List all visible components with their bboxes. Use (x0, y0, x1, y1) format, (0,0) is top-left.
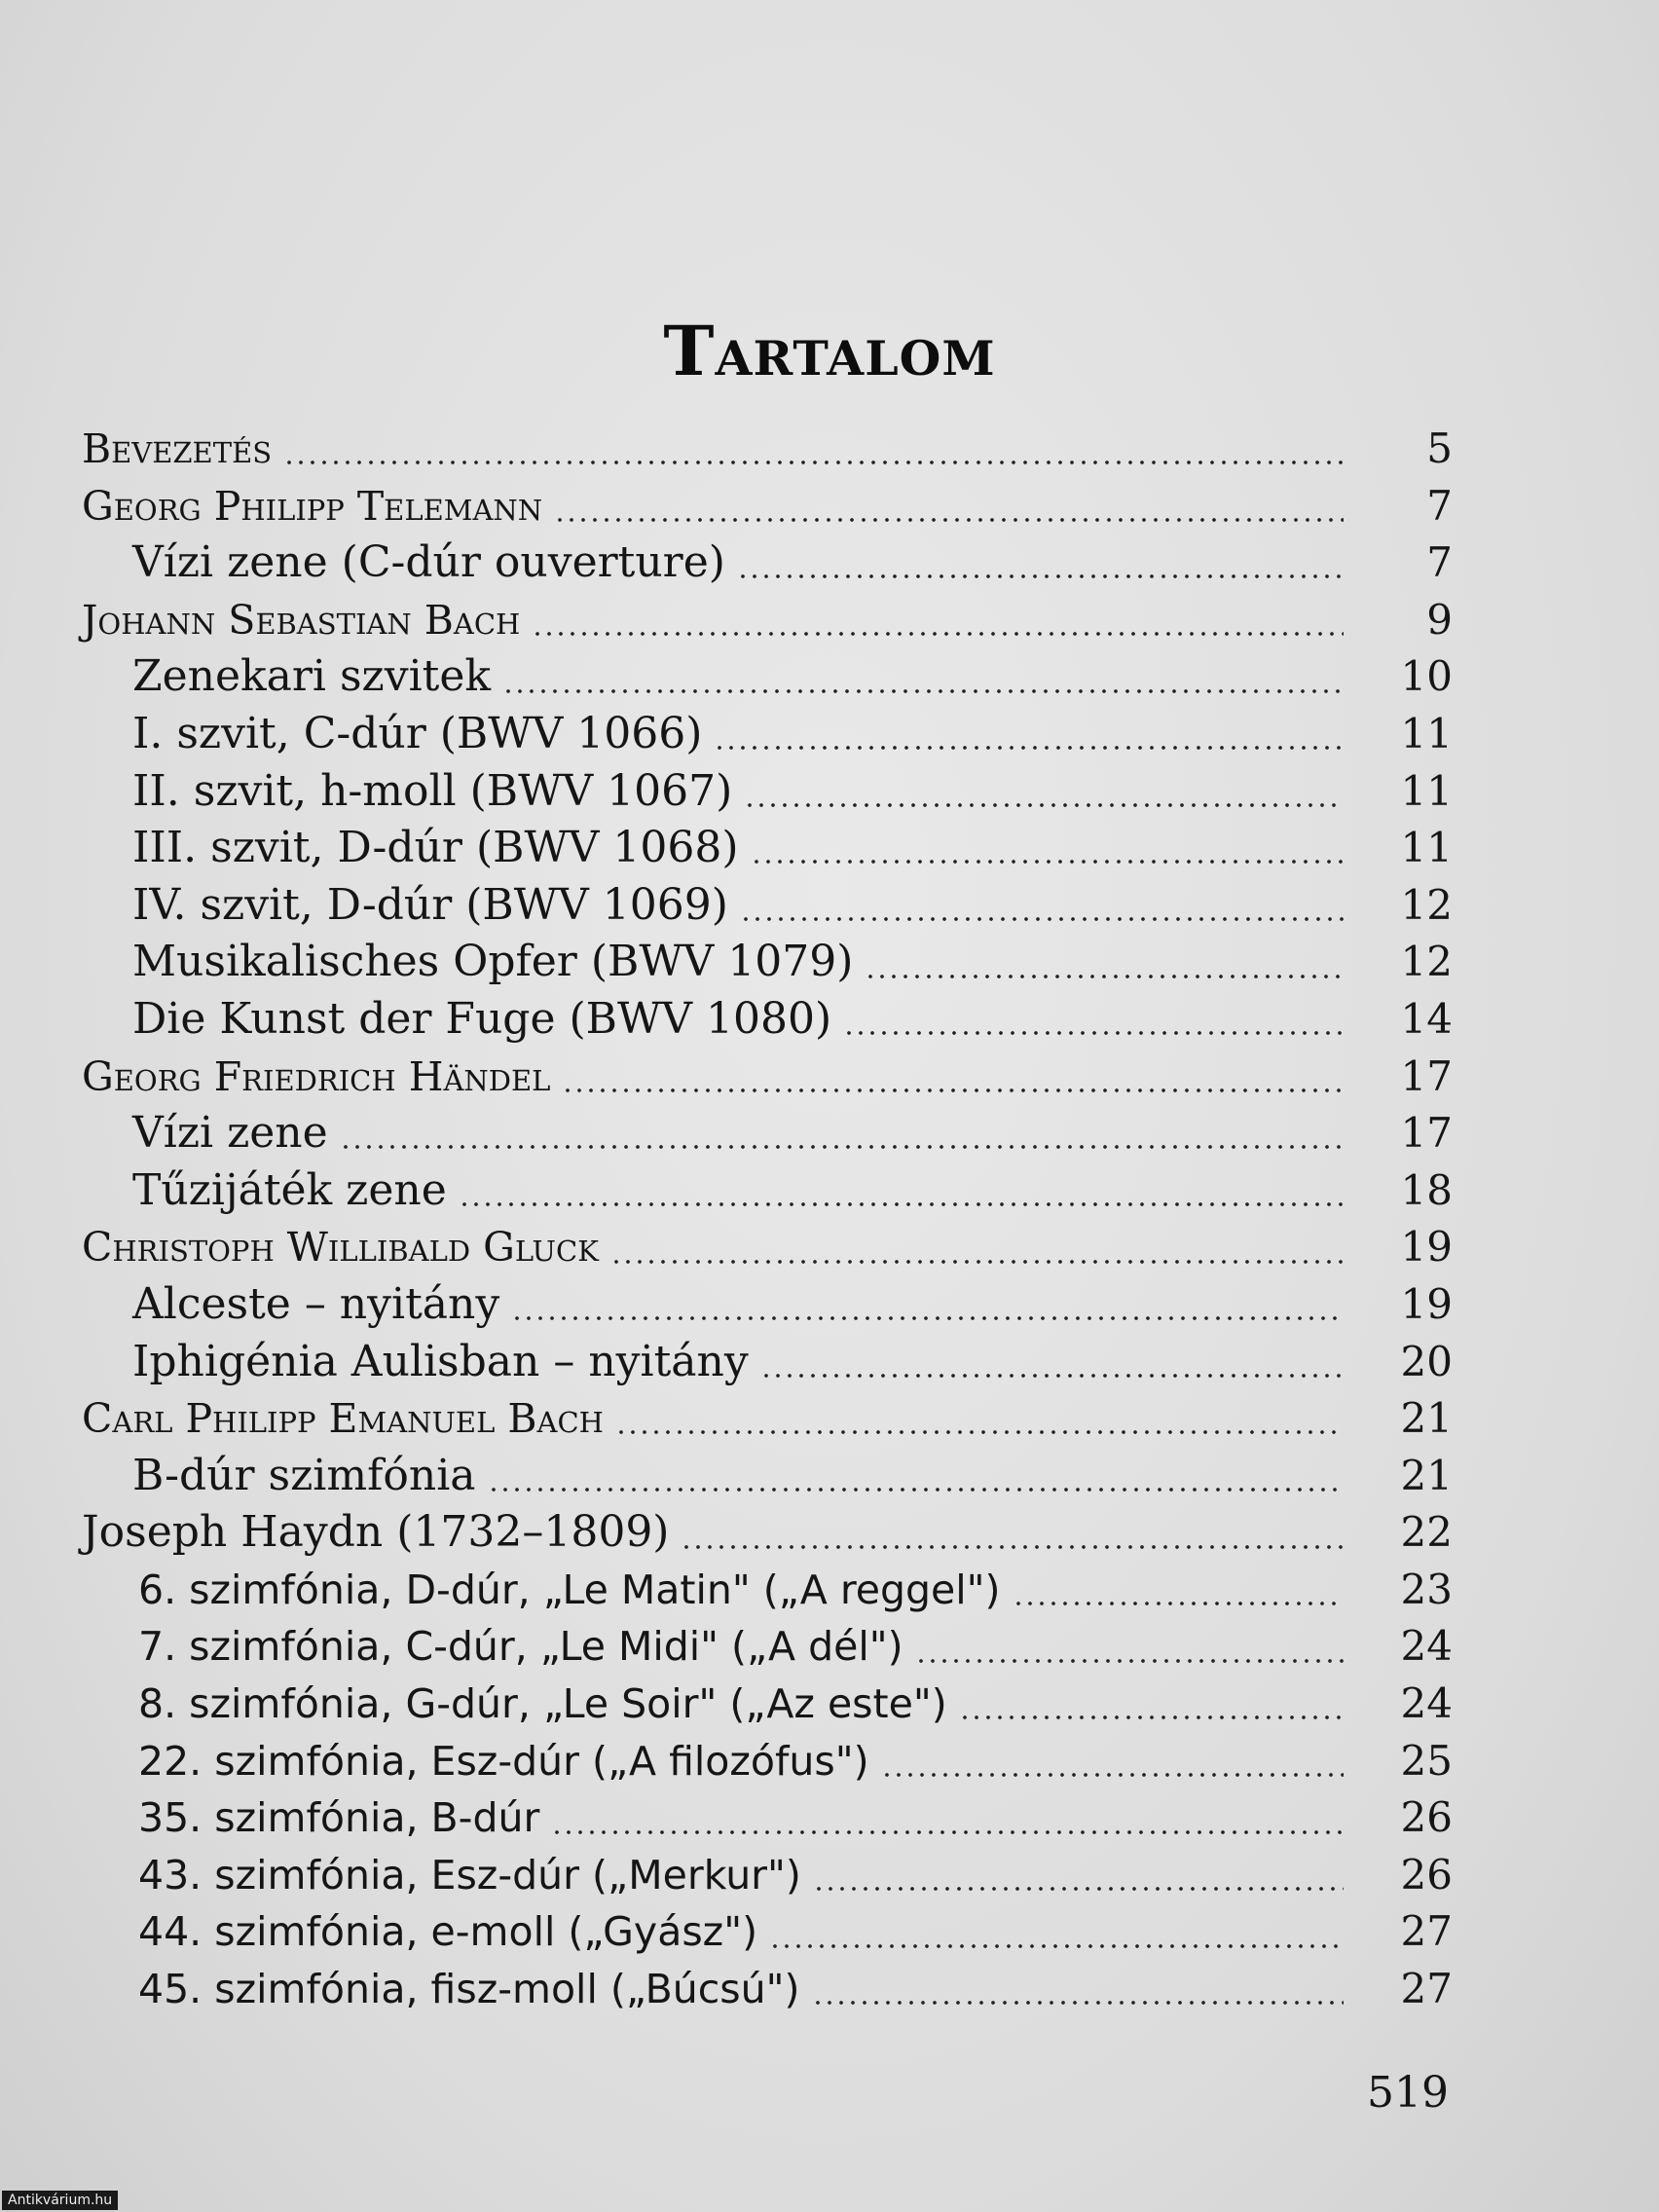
toc-entry-page: 12 (1400, 938, 1453, 986)
toc-entry-page: 12 (1400, 880, 1453, 929)
dot-leader (610, 1260, 1344, 1264)
toc-entry (82, 592, 1453, 649)
toc-entry-page: 11 (1400, 709, 1453, 757)
toc-entry-title: II. szvit, h-moll (BWV 1067) (132, 765, 733, 816)
toc-entry-title: I. szvit, C-dúr (BWV 1066) (132, 708, 703, 758)
toc-entry-title: Carl Philipp Emanuel Bach (82, 1395, 604, 1443)
dot-leader (751, 860, 1344, 864)
toc-entry-title: Iphigénia Aulisban – nyitány (132, 1336, 749, 1386)
toc-entry-title: Zenekari szvitek (132, 651, 492, 702)
toc-entry-page: 19 (1400, 1223, 1453, 1272)
dot-leader (737, 574, 1344, 578)
dot-leader (459, 1202, 1344, 1206)
toc-entry (82, 706, 1453, 763)
toc-entry-title: Vízi zene (C-dúr ouverture) (132, 537, 725, 588)
page-title: Tartalom (663, 310, 996, 391)
toc-entry (82, 478, 1453, 535)
toc-entry (82, 1618, 1453, 1676)
toc-entry-page: 17 (1400, 1051, 1453, 1100)
dot-leader (532, 632, 1344, 636)
dot-leader (769, 1944, 1344, 1948)
toc-entry (82, 991, 1453, 1049)
toc-entry-page: 7 (1426, 538, 1453, 587)
toc-entry-title: Christoph Willibald Gluck (82, 1224, 599, 1272)
dot-leader (488, 1488, 1344, 1492)
toc-entry-page: 23 (1400, 1565, 1453, 1613)
toc-entry (82, 1903, 1453, 1961)
toc-entry (82, 1219, 1453, 1276)
toc-entry-page: 11 (1400, 824, 1453, 872)
dot-leader (681, 1545, 1344, 1549)
dot-leader (511, 1316, 1344, 1320)
toc-entry (82, 1562, 1453, 1619)
toc-entry-page: 20 (1400, 1337, 1453, 1385)
toc-entry-title: III. szvit, D-dúr (BWV 1068) (132, 823, 739, 873)
toc-entry (82, 648, 1453, 706)
toc-entry (82, 1105, 1453, 1162)
dot-leader (915, 1659, 1344, 1663)
toc-entry-page: 5 (1426, 424, 1453, 472)
toc-entry-page: 14 (1400, 994, 1453, 1043)
toc-entry-page: 24 (1400, 1679, 1453, 1728)
dot-leader (340, 1145, 1344, 1149)
toc-entry-title: IV. szvit, D-dúr (BWV 1069) (132, 879, 728, 930)
toc-entry-page: 27 (1400, 1965, 1453, 2013)
dot-leader (843, 1031, 1344, 1035)
toc-entry-title: Johann Sebastian Bach (82, 596, 521, 644)
dot-leader (744, 803, 1344, 807)
toc-entry-page: 26 (1400, 1793, 1453, 1842)
toc-entry (82, 1676, 1453, 1733)
toc-entry-page: 17 (1400, 1109, 1453, 1158)
dot-leader (1013, 1602, 1344, 1605)
toc-entry-title: B-dúr szimfónia (132, 1450, 476, 1500)
toc-entry-page: 26 (1400, 1850, 1453, 1899)
toc-entry-title: Tűzijáték zene (132, 1164, 447, 1215)
dot-leader (551, 1830, 1344, 1834)
table-of-contents (82, 421, 1453, 2018)
toc-entry-page: 9 (1426, 595, 1453, 644)
dot-leader (283, 461, 1344, 464)
dot-leader (760, 1374, 1344, 1378)
toc-entry (82, 1276, 1453, 1334)
toc-entry-title: 44. szimfónia, e-moll („Gyász") (138, 1908, 758, 1956)
dot-leader (562, 1088, 1344, 1092)
toc-entry (82, 763, 1453, 821)
dot-leader (812, 2001, 1344, 2005)
toc-entry (82, 1733, 1453, 1790)
toc-entry (82, 1390, 1453, 1448)
toc-entry-page: 21 (1400, 1451, 1453, 1499)
toc-entry-title: 22. szimfónia, Esz-dúr („A filozófus") (138, 1737, 869, 1785)
dot-leader (740, 917, 1344, 921)
toc-entry (82, 1049, 1453, 1106)
toc-entry-title: 43. szimfónia, Esz-dúr („Merkur") (138, 1851, 801, 1899)
toc-entry-page: 24 (1400, 1622, 1453, 1671)
toc-entry-title: Musikalisches Opfer (BWV 1079) (132, 937, 854, 987)
toc-entry-title: 8. szimfónia, G-dúr, „Le Soir" („Az este") (138, 1680, 947, 1728)
toc-entry-page: 19 (1400, 1279, 1453, 1328)
toc-entry (82, 421, 1453, 478)
toc-entry (82, 1334, 1453, 1391)
dot-leader (502, 689, 1344, 693)
dot-leader (714, 746, 1344, 750)
watermark: Antikvárium.hu (2, 2191, 118, 2210)
toc-entry-title: Vízi zene (132, 1108, 328, 1159)
toc-entry-page: 22 (1400, 1508, 1453, 1557)
toc-entry-title: 7. szimfónia, C-dúr, „Le Midi" („A dél") (138, 1623, 903, 1671)
page-number: 519 (1367, 2068, 1449, 2118)
dot-leader (813, 1887, 1344, 1891)
toc-entry-page: 18 (1400, 1165, 1453, 1214)
dot-leader (865, 975, 1344, 978)
toc-entry-title: Alceste – nyitány (132, 1278, 500, 1329)
toc-entry-title: 35. szimfónia, B-dúr (138, 1794, 540, 1842)
toc-entry-title: Georg Friedrich Händel (82, 1052, 551, 1100)
dot-leader (615, 1430, 1344, 1434)
toc-entry-page: 7 (1426, 481, 1453, 530)
toc-entry (82, 1448, 1453, 1505)
toc-entry-title: 6. szimfónia, D-dúr, „Le Matin" („A reggel") (138, 1566, 1001, 1613)
toc-entry (82, 820, 1453, 877)
toc-entry (82, 535, 1453, 592)
toc-entry-page: 11 (1400, 766, 1453, 815)
toc-entry-title: Joseph Haydn (1732–1809) (82, 1507, 670, 1558)
toc-entry (82, 1504, 1453, 1562)
toc-entry-title: Georg Philipp Telemann (82, 482, 543, 530)
toc-entry-title: Bevezetés (82, 425, 273, 472)
toc-entry (82, 1789, 1453, 1847)
toc-entry (82, 934, 1453, 991)
dot-leader (959, 1715, 1344, 1719)
toc-entry-title: 45. szimfónia, fisz-moll („Búcsú") (138, 1966, 800, 2013)
dot-leader (881, 1773, 1344, 1777)
toc-entry-page: 27 (1400, 1907, 1453, 1956)
toc-entry-page: 25 (1400, 1736, 1453, 1785)
toc-entry-page: 21 (1400, 1394, 1453, 1443)
toc-entry-title: Die Kunst der Fuge (BWV 1080) (132, 993, 832, 1044)
toc-entry (82, 877, 1453, 935)
toc-entry (82, 1162, 1453, 1220)
toc-entry-page: 10 (1400, 652, 1453, 701)
dot-leader (554, 518, 1344, 522)
toc-entry (82, 1847, 1453, 1904)
toc-entry (82, 1961, 1453, 2018)
